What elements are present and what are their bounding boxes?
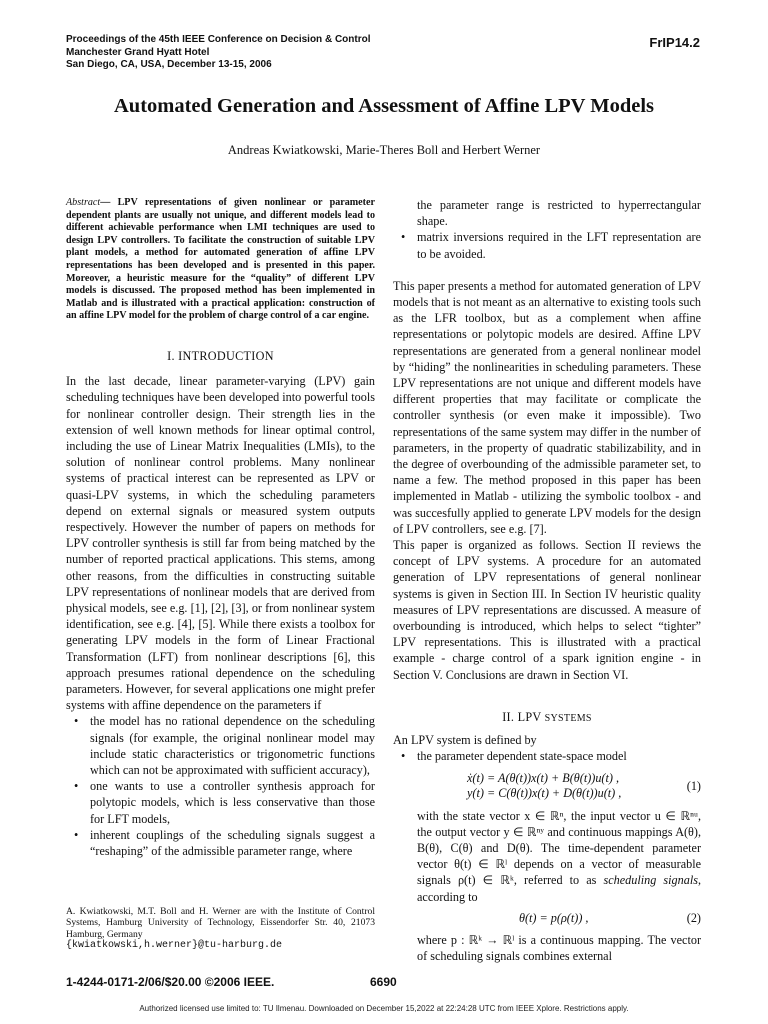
abstract <box>66 197 375 323</box>
equation-2 <box>393 910 701 932</box>
conference-header <box>66 34 371 72</box>
paper-title: Automated Generation and Assessment of Affine LPV Models <box>113 95 655 117</box>
list-item: • one wants to use a controller synthesis approach for polytopic models, which is less conservative than those for LFT models, <box>66 778 375 827</box>
body-text: with the state vector x ∈ ℝⁿ, the input vector u ∈ ℝⁿᵘ, the output vector y ∈ ℝⁿʸ and continuous mappings A(θ), B(θ), C(θ) and D(θ). The time-dependent parameter vector θ(t) ∈ ℝˡ depends on a vector of measurable signals ρ(t) ∈ ℝᵏ, referred to as <box>417 808 701 888</box>
right-column <box>393 197 701 964</box>
footnote-email: {kwiatkowski,h.werner}@tu-harburg.de <box>66 940 283 952</box>
bullet-continuation: the parameter range is restricted to hyperrectangular shape. <box>417 198 701 229</box>
paper-authors: Andreas Kwiatkowski, Marie-Theres Boll and Herbert Werner <box>227 143 541 157</box>
body-paragraph: This paper is organized as follows. Section II reviews the concept of LPV systems. A procedure for an automated generation of LPV representations of general nonlinear systems is given in Section III. In Section IV heuristic quality measures of LPV representations are discussed. A measure of overbounding is introduced, which helps to select “tighter” LPV representations. This is illustrated with a practical example - charge control of a spark ignition engine - in Section V. Conclusions are drawn in Section VI. <box>393 538 701 682</box>
body-paragraph: where p : ℝᵏ → ℝˡ is a continuous mapping. The vector of scheduling signals combines external <box>417 932 701 963</box>
equation-line: θ(t) = p(ρ(t)) , <box>519 910 589 925</box>
conference-line: Manchester Grand Hyatt Hotel <box>66 46 210 58</box>
session-code: FrIP14.2 <box>649 35 700 50</box>
intro-bullet-list <box>66 713 375 859</box>
equation-1 <box>393 770 701 804</box>
body-text: , according to <box>417 873 702 904</box>
copyright-notice: 1-4244-0171-2/06/$20.00 ©2006 IEEE. <box>66 975 275 989</box>
equation-number: (1) <box>686 778 701 793</box>
footnote-text: A. Kwiatkowski, M.T. Boll and H. Werner are with the Institute of Control Systems, Hamburg University of Technology, Eissendorfer Str. 40, 21073 Hamburg, Germany <box>66 906 375 940</box>
body-paragraph <box>393 808 701 905</box>
heading-smallcaps: SYSTEMS <box>544 712 592 724</box>
page-number: 6690 <box>370 975 397 989</box>
list-item: • inherent couplings of the scheduling signals suggest a “reshaping” of the admissible parameter range, where <box>66 827 375 859</box>
section-heading-lpv-systems <box>393 709 701 727</box>
body-paragraph: An LPV system is defined by <box>393 733 537 748</box>
emphasis-term: scheduling signals <box>603 873 698 888</box>
heading-number: II. LPV <box>502 709 542 724</box>
equation-number: (2) <box>686 910 701 925</box>
conference-line: San Diego, CA, USA, December 13-15, 2006 <box>66 59 272 70</box>
conference-line: Proceedings of the 45th IEEE Conference on Decision & Control <box>66 34 371 45</box>
equation-line: y(t) = C(θ(t))x(t) + D(θ(t))u(t) , <box>467 785 622 800</box>
intro-paragraph: In the last decade, linear parameter-varying (LPV) gain scheduling techniques have been developed into powerful tools for nonlinear controller design. Their strength lies in the extension of well known methods for linear optimal control, including the use of Linear Matrix Inequalities (LMIs), to the solution of nonlinear control problems. Many nonlinear systems of practical interest can be represented as LPV or quasi-LPV systems, in which the scheduling parameters depend on external signals or measured system outputs respectively. However the number of papers on methods for LPV controller synthesis is still far from being matched by the number of reported practical applications. This stems, among other reasons, from the difficulties in constructing suitable LPV representations of nonlinear models that are derived from physical models, see e.g. [1], [2], [3], or from nonlinear system identification, see e.g. [4], [5]. While there exists a toolbox for generating LPV models in the form of Linear Fractional Transformation (LFT) from nonlinear descriptions [6], this approach presumes rational dependence on the scheduling parameters. However, for several applications one might prefer systems with affine dependence on the parameters if <box>66 374 376 713</box>
license-notice: Authorized licensed use limited to: TU Ilmenau. Downloaded on December 15,2022 at 22:24:28 UTC from IEEE Xplore. Restrictions apply. <box>139 1004 629 1013</box>
left-column <box>66 197 375 859</box>
lpv-bullet-list <box>393 748 701 764</box>
equation-line: ẋ(t) = A(θ(t))x(t) + B(θ(t))u(t) , <box>467 770 620 785</box>
list-item: • the model has no rational dependence on the scheduling signals (for example, the original nonlinear model may include static characteristics or trigonometric functions which can not be approximated with sufficient accuracy), <box>66 713 375 778</box>
right-bullet-list <box>393 229 701 261</box>
affiliation-footnote <box>66 906 375 952</box>
list-item: • the parameter dependent state-space model <box>393 748 701 764</box>
abstract-lead: Abstract <box>66 197 101 208</box>
abstract-text: — LPV representations of given nonlinear or parameter dependent plants are usually not unique, and different models lead to different achievable performance when LMI techniques are used to design LPV controllers. To facilitate the construction of suitable LPV plant models, a method for automated generation of affine LPV representations has been developed and is presented in this paper. Moreover, a heuristic measure for the “quality” of different LPV models is discussed. The proposed method has been implemented in Matlab and is illustrated with a practical application: construction of an affine LPV model for the problem of charge control of a car engine. <box>66 197 375 322</box>
section-heading-introduction: I. INTRODUCTION <box>167 348 274 363</box>
list-item: • matrix inversions required in the LFT representation are to be avoided. <box>393 229 701 261</box>
body-paragraph: This paper presents a method for automated generation of LPV models that is not meant as an alternative to existing tools such as the LFR toolbox, but as a complement when affine representations or polytopic models are desired. Affine LPV representations are generated from a general nonlinear model by “hiding” the nonlinearities in scheduling parameters. These LPV representations are not unique and different models have different properties that may facilitate or complicate the controller synthesis (or even make it impossible). Two representations of the same system may differ in the number of parameters, in the property of quadratic stabilizability, and in the degree of overbounding of the admissible parameter set, to name a few. The method proposed in this paper has been implemented in Matlab - utilizing the symbolic toolbox - and was succesfully applied to generate LPV models for the design of LPV controllers, see e.g. [7]. <box>393 278 701 536</box>
